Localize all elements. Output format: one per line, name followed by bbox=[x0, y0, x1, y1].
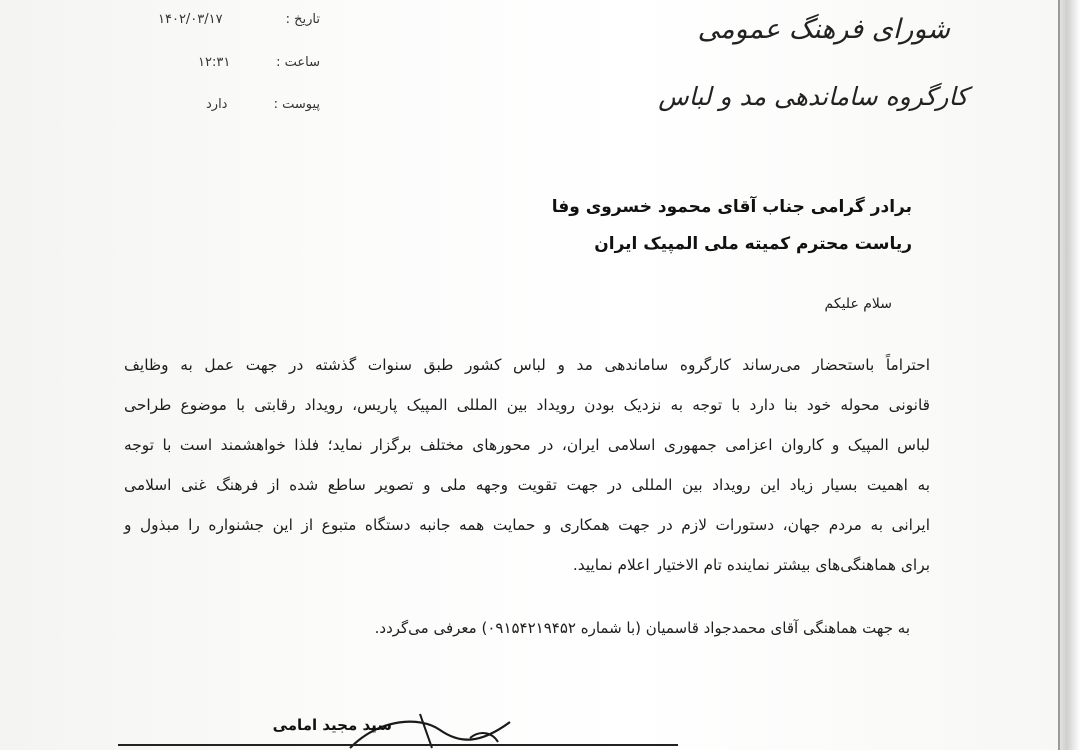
recipient-line-2: ریاست محترم کمیته ملی المپیک ایران bbox=[594, 234, 912, 254]
workgroup-name: کارگروه ساماندهی مد و لباس bbox=[658, 82, 968, 111]
divider bbox=[118, 744, 678, 746]
body-line: برای هماهنگی‌های بیشتر نماینده تام الاختیار اعلام نمایید. bbox=[572, 556, 930, 574]
time-label: ساعت : bbox=[276, 55, 320, 70]
introduction-line: به جهت هماهنگی آقای محمدجواد قاسمیان (با شماره ۰۹۱۵۴۲۱۹۴۵۲) معرفی می‌گردد. bbox=[374, 619, 910, 637]
attachment-label: پیوست : bbox=[273, 97, 320, 112]
body-line: لباس المپیک و کاروان اعزامی جمهوری اسلامی ایران، در محورهای مختلف برگزار نماید؛ فلذا خواهشمند است با توجه bbox=[124, 436, 930, 454]
body-line: ایرانی به مردم جهان، دستورات لازم در جهت همکاری و حمایت همه جانبه دستگاه متبوع از این جشنواره را مبذول و bbox=[124, 516, 930, 534]
organization-name: شورای فرهنگ عمومی bbox=[697, 14, 950, 45]
time-value: ۱۲:۳۱ bbox=[198, 55, 231, 70]
signer-name: سید مجید امامی bbox=[272, 716, 392, 734]
page-edge-shadow bbox=[1058, 0, 1080, 750]
greeting: سلام علیکم bbox=[824, 296, 892, 312]
attachment-value: دارد bbox=[206, 97, 228, 112]
date-value: ۱۴۰۲/۰۳/۱۷ bbox=[158, 12, 223, 27]
body-line: احتراماً باستحضار می‌رساند کارگروه ساماندهی مد و لباس کشور طبق سنوات گذشته در جهت عمل به وظایف bbox=[124, 356, 930, 374]
body-line: قانونی محوله خود بنا دارد با توجه به نزدیک بودن رویداد بین المللی المپیک پاریس، رویداد رقابتی با موضوع طراحی bbox=[124, 396, 930, 414]
date-label: تاریخ : bbox=[285, 12, 320, 27]
page-edge-line bbox=[1058, 0, 1060, 750]
body-line: به اهمیت بسیار زیاد این رویداد بین المللی در جهت تقویت وجهه ملی و تصویر ساطع شده از فرهنگ غنی اسلامی bbox=[124, 476, 930, 494]
recipient-line-1: برادر گرامی جناب آقای محمود خسروی وفا bbox=[551, 197, 912, 217]
